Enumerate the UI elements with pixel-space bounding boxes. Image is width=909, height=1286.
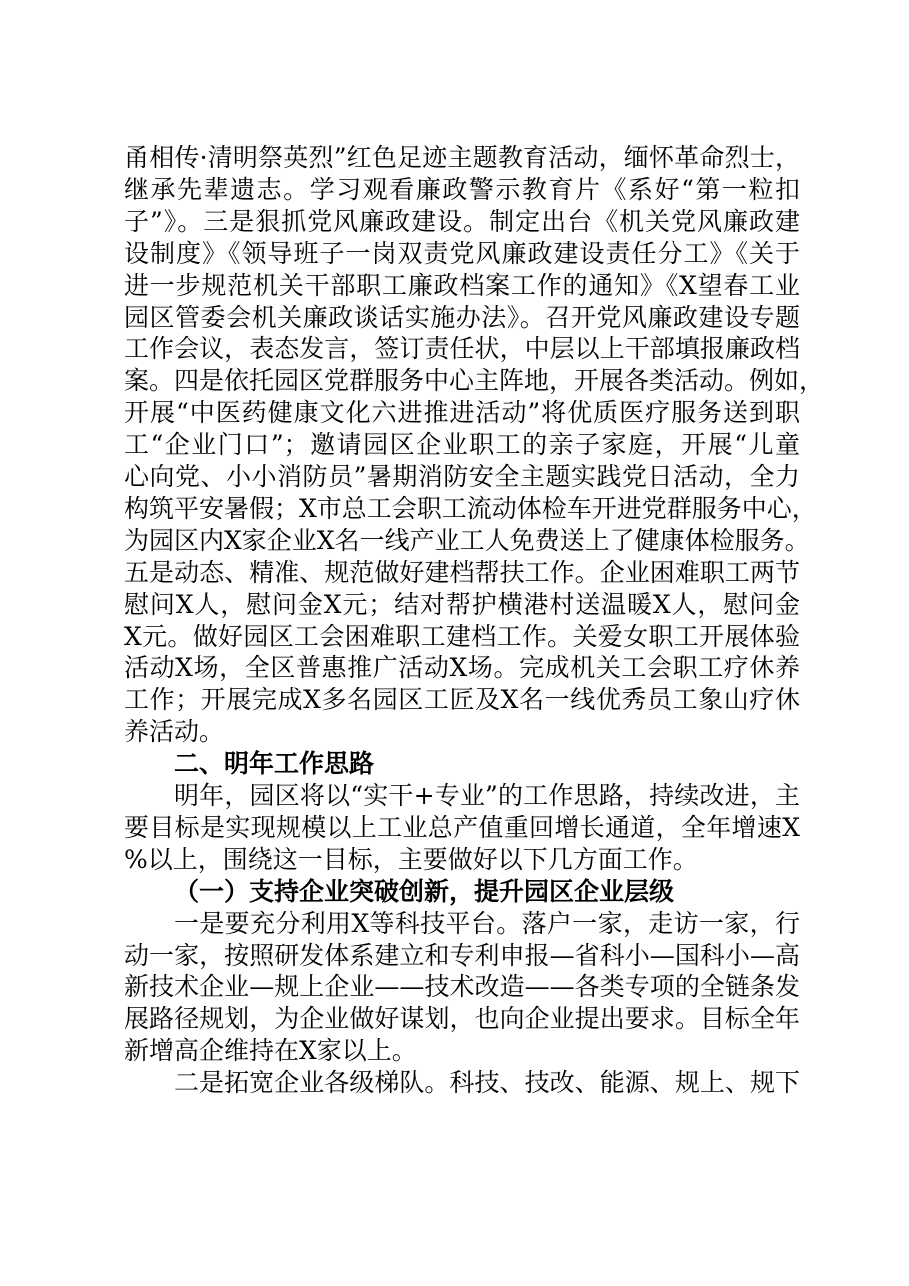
section-heading: （一）支持企业突破创新，提升园区企业层级 <box>174 877 675 906</box>
paragraph-line: 设制度》《领导班子一岗双责党风廉政建设责任分工》《关于 <box>124 239 800 268</box>
section-heading: 二、明年工作思路 <box>174 749 375 778</box>
paragraph-line: 一是要充分利用X等科技平台。落户一家，走访一家，行 <box>174 909 800 938</box>
paragraph-line: 工作会议，表态发言，签订责任状，中层以上干部填报廉政档 <box>124 334 800 363</box>
paragraph-line: 明年，园区将以“实干+专业”的工作思路，持续改进，主 <box>174 781 800 810</box>
paragraph-line: 五是动态、精准、规范做好建档帮扶工作。企业困难职工两节 <box>124 558 800 587</box>
paragraph-line: 养活动。 <box>124 717 225 746</box>
paragraph-line: 慰问X人，慰问金X元；结对帮护横港村送温暖X人，慰问金 <box>124 590 800 619</box>
paragraph-line: 新增高企维持在X家以上。 <box>124 1036 417 1065</box>
paragraph-line: 动一家，按照研发体系建立和专利申报—省科小—国科小—高 <box>124 941 800 970</box>
paragraph-line: 工“企业门口”；邀请园区企业职工的亲子家庭，开展“儿童 <box>124 430 800 459</box>
paragraph-line: 工作；开展完成X多名园区工匠及X名一线优秀员工象山疗休 <box>124 685 800 714</box>
paragraph-line: 活动X场，全区普惠推广活动X场。完成机关工会职工疗休养 <box>124 653 800 682</box>
paragraph-line: 要目标是实现规模以上工业总产值重回增长通道，全年增速X <box>124 813 800 842</box>
paragraph-line: 园区管委会机关廉政谈话实施办法》。召开党风廉政建设专题 <box>124 303 800 332</box>
paragraph-line: 二是拓宽企业各级梯队。科技、技改、能源、规上、规下 <box>174 1068 800 1097</box>
paragraph-line: X元。做好园区工会困难职工建档工作。关爱女职工开展体验 <box>124 622 800 651</box>
paragraph-line: %以上，围绕这一目标，主要做好以下几方面工作。 <box>124 845 698 874</box>
paragraph-line: 构筑平安暑假；X市总工会职工流动体检车开进党群服务中心， <box>124 494 817 523</box>
paragraph-line: 展路径规划，为企业做好谋划，也向企业提出要求。目标全年 <box>124 1004 800 1033</box>
paragraph-line: 为园区内X家企业X名一线产业工人免费送上了健康体检服务。 <box>124 526 810 555</box>
paragraph-line: 新技术企业—规上企业——技术改造——各类专项的全链条发 <box>124 972 800 1001</box>
paragraph-line: 继承先辈遗志。学习观看廉政警示教育片《系好“第一粒扣 <box>124 175 800 204</box>
paragraph-line: 开展“中医药健康文化六进推进活动”将优质医疗服务送到职 <box>124 398 800 427</box>
paragraph-line: 进一步规范机关干部职工廉政档案工作的通知》《X望春工业 <box>124 271 800 300</box>
paragraph-line: 甬相传·清明祭英烈”红色足迹主题教育活动，缅怀革命烈士， <box>124 143 800 172</box>
paragraph-line: 案。四是依托园区党群服务中心主阵地，开展各类活动。例如， <box>124 366 825 395</box>
paragraph-line: 心向党、小小消防员”暑期消防安全主题实践党日活动，全力 <box>124 462 800 491</box>
paragraph-line: 子”》。三是狠抓党风廉政建设。制定出台《机关党风廉政建 <box>124 207 800 236</box>
